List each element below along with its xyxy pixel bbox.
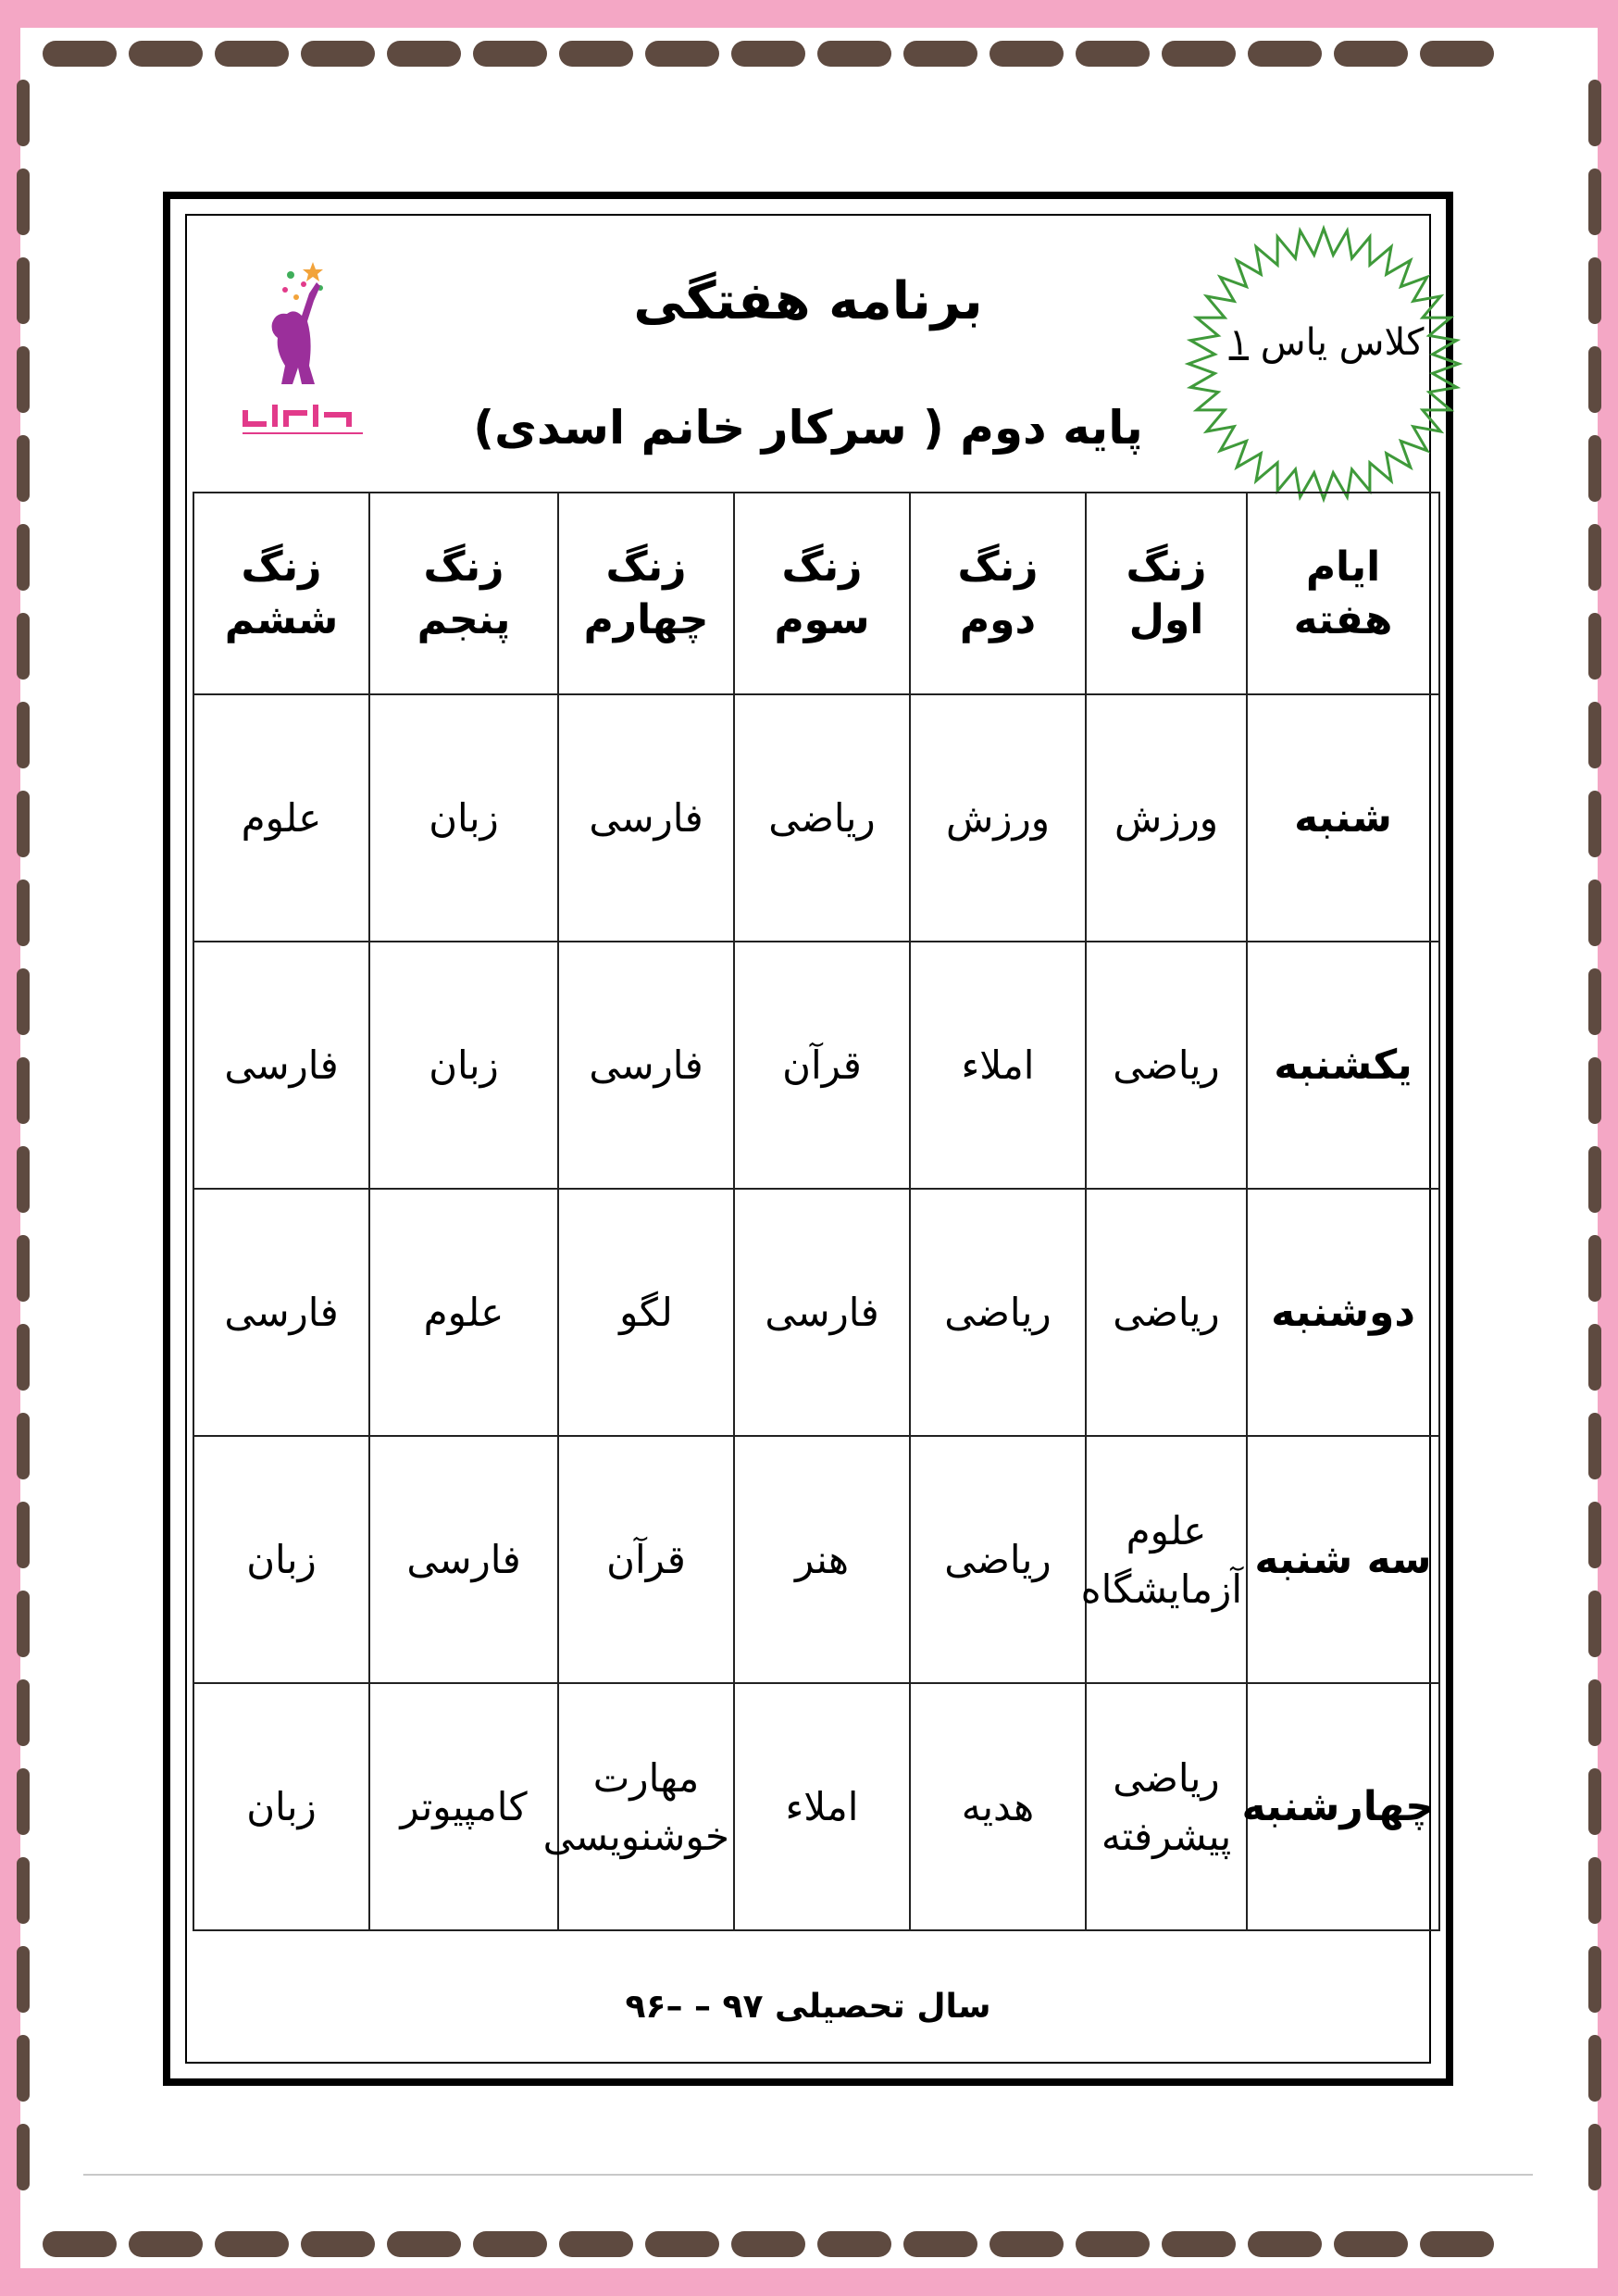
border-dash (387, 2231, 461, 2257)
border-dash (1076, 2231, 1150, 2257)
table-cell: فارسی (558, 694, 734, 942)
border-dash (17, 880, 30, 946)
border-dash (473, 41, 547, 67)
table-cell: فارسی (193, 942, 369, 1189)
border-dash (17, 1591, 30, 1657)
class-name: کلاس یاس (1260, 321, 1425, 364)
border-dash (1334, 41, 1408, 67)
border-dash (1588, 1857, 1601, 1924)
border-dash (17, 1857, 30, 1924)
header-period-5: زنگ پنجم (369, 493, 558, 694)
academic-year-footer: سال تحصیلی ۹۷ – –۹۶ (625, 1988, 991, 2026)
border-dash (1588, 1591, 1601, 1657)
table-cell: علوم (369, 1189, 558, 1436)
border-dash (1588, 1413, 1601, 1479)
table-cell: لگو (558, 1189, 734, 1436)
border-dash (17, 1146, 30, 1213)
border-dash (989, 41, 1064, 67)
day-cell: یکشنبه (1247, 942, 1439, 1189)
weekly-schedule-table (193, 492, 1440, 1931)
table-cell: فارسی (734, 1189, 910, 1436)
border-dash (1588, 1768, 1601, 1835)
border-dash (17, 1324, 30, 1391)
border-dash (215, 41, 289, 67)
border-dash (1588, 613, 1601, 680)
border-dash (1588, 1679, 1601, 1746)
border-dash (17, 1502, 30, 1568)
table-cell: کامپیوتر (369, 1683, 558, 1930)
header-period-4: زنگ چهارم (558, 493, 734, 694)
border-dash (1334, 2231, 1408, 2257)
table-cell: ریاضی پیشرفته (1086, 1683, 1247, 1930)
table-cell: زبان (193, 1436, 369, 1683)
table-row (193, 1189, 1439, 1436)
header-period-6: زنگ ششم (193, 493, 369, 694)
border-dash (1420, 2231, 1494, 2257)
zigzag-seal-icon (1183, 223, 1464, 505)
day-cell: شنبه (1247, 694, 1439, 942)
border-dash (1588, 1146, 1601, 1213)
border-dash (17, 2124, 30, 2190)
border-dash (301, 2231, 375, 2257)
border-dash (17, 968, 30, 1035)
border-dash (17, 435, 30, 502)
border-dash (731, 2231, 805, 2257)
table-cell: ریاضی (910, 1436, 1086, 1683)
table-cell: ورزش (910, 694, 1086, 942)
table-cell: زبان (369, 694, 558, 942)
table-cell: زبان (193, 1683, 369, 1930)
border-dash (17, 1679, 30, 1746)
table-cell: ریاضی (910, 1189, 1086, 1436)
border-dash (17, 346, 30, 413)
border-dash (1588, 1057, 1601, 1124)
border-dash (1588, 435, 1601, 502)
border-dash (1588, 1946, 1601, 2013)
table-header-row (193, 493, 1439, 694)
border-dash (43, 41, 117, 67)
border-dash (17, 1768, 30, 1835)
border-dash (1588, 168, 1601, 235)
border-dash (1588, 1235, 1601, 1302)
border-dash (1588, 2035, 1601, 2102)
table-row (193, 942, 1439, 1189)
border-dash (903, 41, 977, 67)
border-dash (1588, 524, 1601, 591)
border-dash (1588, 257, 1601, 324)
table-row (193, 1436, 1439, 1683)
border-dash (17, 791, 30, 857)
border-dash (1248, 2231, 1322, 2257)
border-dash (645, 2231, 719, 2257)
border-dash (473, 2231, 547, 2257)
border-dash (645, 41, 719, 67)
border-dash (17, 1235, 30, 1302)
border-dash (301, 41, 375, 67)
table-cell: هنر (734, 1436, 910, 1683)
border-dash (43, 2231, 117, 2257)
border-dash (1588, 1502, 1601, 1568)
table-row (193, 694, 1439, 942)
border-dash (17, 1413, 30, 1479)
table-cell: فارسی (193, 1189, 369, 1436)
table-cell: مهارت خوشنویسی (558, 1683, 734, 1930)
table-cell: ریاضی (734, 694, 910, 942)
border-dash (17, 1946, 30, 2013)
table-cell: قرآن (734, 942, 910, 1189)
border-dash (1588, 346, 1601, 413)
table-cell: علوم آزمایشگاه (1086, 1436, 1247, 1683)
table-cell: علوم (193, 694, 369, 942)
border-dash (1588, 80, 1601, 146)
border-dash (989, 2231, 1064, 2257)
border-dash (1076, 41, 1150, 67)
table-cell: املاء (910, 942, 1086, 1189)
border-dash (17, 702, 30, 768)
border-dash (1162, 2231, 1236, 2257)
header-period-1: زنگ اول (1086, 493, 1247, 694)
day-cell: دوشنبه (1247, 1189, 1439, 1436)
border-dash (817, 2231, 891, 2257)
border-dash (1588, 968, 1601, 1035)
border-dash (17, 168, 30, 235)
table-cell: املاء (734, 1683, 910, 1930)
border-dash (1162, 41, 1236, 67)
border-dash (1588, 1324, 1601, 1391)
header-days: ایام هفته (1247, 493, 1439, 694)
border-dash (1420, 41, 1494, 67)
border-dash (215, 2231, 289, 2257)
border-dash (559, 41, 633, 67)
border-dash (17, 257, 30, 324)
schedule-frame (163, 192, 1453, 2086)
border-dash (1248, 41, 1322, 67)
table-cell: قرآن (558, 1436, 734, 1683)
day-cell: چهارشنبه (1247, 1683, 1439, 1930)
table-cell: فارسی (558, 942, 734, 1189)
border-dash (731, 41, 805, 67)
table-cell: ریاضی (1086, 942, 1247, 1189)
border-dash (559, 2231, 633, 2257)
header-period-3: زنگ سوم (734, 493, 910, 694)
border-dash (17, 2035, 30, 2102)
border-dash (1588, 791, 1601, 857)
schedule-frame-inner (185, 214, 1435, 2064)
table-cell: هدیه (910, 1683, 1086, 1930)
border-dash (17, 80, 30, 146)
table-row (193, 1683, 1439, 1930)
page-title: برنامه هفتگی (633, 271, 983, 331)
border-dash (17, 524, 30, 591)
border-dash (387, 41, 461, 67)
table-cell: زبان (369, 942, 558, 1189)
table-cell: فارسی (369, 1436, 558, 1683)
divider-line (83, 2174, 1533, 2176)
border-dash (17, 1057, 30, 1124)
border-dash (1588, 2124, 1601, 2190)
page-subtitle: پایه دوم ( سرکار خانم اسدی) (473, 401, 1143, 455)
border-dash (903, 2231, 977, 2257)
border-dash (17, 613, 30, 680)
border-dash (129, 41, 203, 67)
border-dash (129, 2231, 203, 2257)
table-cell: ریاضی (1086, 1189, 1247, 1436)
border-dash (1588, 702, 1601, 768)
border-dash (817, 41, 891, 67)
class-number: ۱ (1228, 321, 1250, 364)
header-period-2: زنگ دوم (910, 493, 1086, 694)
border-dash (1588, 880, 1601, 946)
table-cell: ورزش (1086, 694, 1247, 942)
day-cell: سه شنبه (1247, 1436, 1439, 1683)
